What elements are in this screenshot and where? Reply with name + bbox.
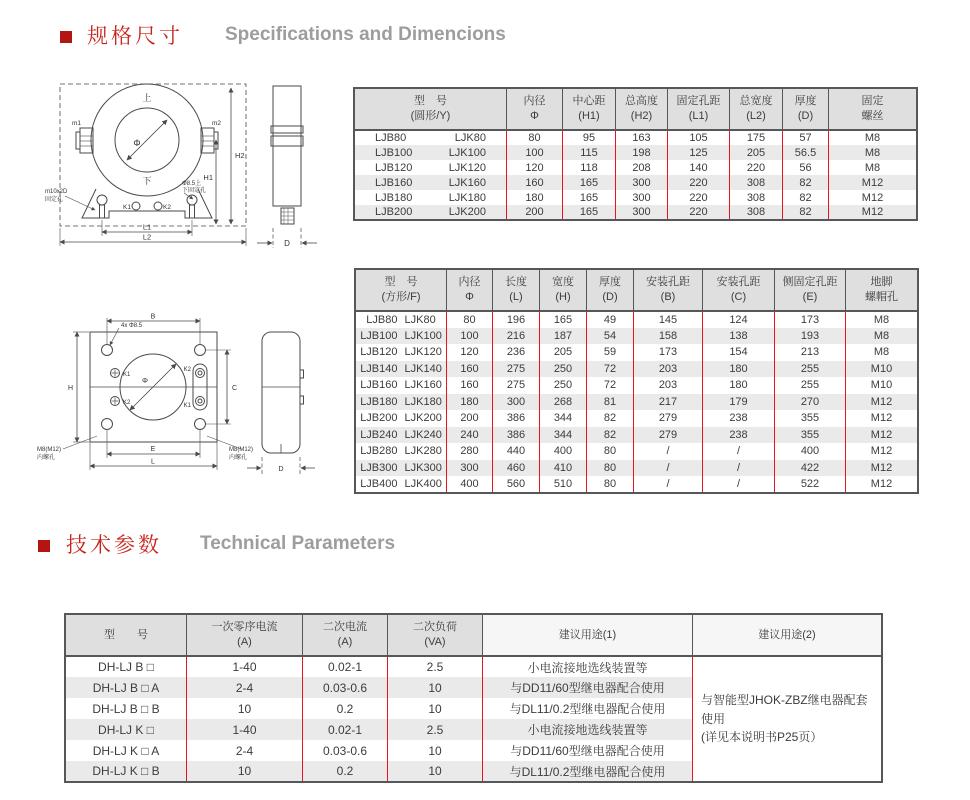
column-header: 安装孔距 (C) [703,269,775,311]
table-cell: DH-LJ B □ [98,660,154,674]
table-cell: 279 [634,427,703,444]
side-view-body [262,332,300,453]
table-cell: 124 [703,311,775,328]
thread-note-left-line2: 内螺孔 [37,455,56,461]
table-cell: 400 [775,443,846,460]
table-cell: 240 [447,427,493,444]
column-header: 地脚 螺帽孔 [846,269,919,311]
label-h: H [67,385,73,392]
label-phi: Φ [133,138,141,148]
table-cell: 56 [783,160,829,175]
table-cell: 400 [447,476,493,493]
label-k1-right: K1 [183,403,191,409]
table-cell: 160 [447,361,493,378]
label-h1: H1 [203,173,213,182]
table-cell: M8 [829,145,918,160]
table-cell: 200 [447,410,493,427]
table-cell: 10 [187,698,303,719]
table-cell: 217 [634,394,703,411]
table-cell: 208 [616,160,668,175]
table-cell: 268 [540,394,587,411]
column-header: 侧固定孔距 (E) [775,269,846,311]
table-cell: 422 [775,460,846,477]
table-cell: LJB200 LJK200 [375,206,486,218]
table-cell: 0.02-1 [303,719,388,740]
note-right-line1: Φ8.5上 [182,181,202,187]
table-cell: M8 [829,160,918,175]
section2-title-en: Technical Parameters [200,533,396,554]
table-cell: M8 [846,328,919,345]
label-l: L [151,458,155,466]
table-cell: LJB300 LJK300 [360,461,442,474]
square-type-spec-table [354,268,919,494]
table-cell: / [703,476,775,493]
table-cell: LJB160 LJK160 [360,379,442,392]
table-cell: 120 [507,160,563,175]
table-cell: 54 [587,328,634,345]
thread-note-left-line1: M8(M12) [37,447,62,453]
table-cell: LJB80 LJK80 [375,132,486,144]
table-cell: 0.2 [303,698,388,719]
label-d: D [278,466,284,473]
table-cell: 1-40 [187,656,303,677]
table-cell: 80 [507,130,563,145]
label-d: D [284,239,290,248]
table-cell: 160 [507,175,563,190]
table-cell: 82 [587,427,634,444]
table-cell: 100 [507,145,563,160]
table-row [355,361,918,378]
table-cell: 344 [540,410,587,427]
table-cell: 与DL11/0.2型继电器配合使用 [483,761,693,782]
table-cell: 270 [775,394,846,411]
column-header: 型 号 (方形/F) [355,269,447,311]
table-cell: 10 [187,761,303,782]
table-cell: 193 [775,328,846,345]
table-cell: 220 [668,205,730,220]
table-row [355,410,918,427]
table-cell: 100 [447,328,493,345]
table-cell: 165 [563,205,616,220]
table-row [354,205,917,220]
table-cell: 165 [563,175,616,190]
table-cell: 440 [493,443,540,460]
column-header: 二次负荷 (VA) [388,614,483,656]
table-cell: 82 [783,205,829,220]
table-cell: LJB100 LJK100 [360,329,442,342]
table-cell: 400 [540,443,587,460]
table-cell: LJB240 LJK240 [360,428,442,441]
label-k2: K2 [123,400,131,406]
table-row [355,328,918,345]
table-row [354,190,917,205]
label-e: E [150,446,156,453]
table-cell: M12 [829,175,918,190]
table-cell: 300 [447,460,493,477]
table-cell: 308 [730,205,783,220]
table-cell: 56.5 [783,145,829,160]
label-h2: H2 [235,151,245,160]
column-header: 厚度 (D) [783,88,829,130]
table-cell: 2.5 [388,656,483,677]
table-cell: 203 [634,377,703,394]
table-cell: 220 [668,175,730,190]
column-header: 型 号 (圆形/Y) [354,88,507,130]
column-header: 厚度 (D) [587,269,634,311]
thread-note-right-line2: 内螺孔 [229,455,248,461]
table-cell: 10 [388,698,483,719]
technical-parameters-table [64,613,883,783]
table-cell: 2.5 [388,719,483,740]
label-l1: L1 [142,222,152,232]
table-row [354,145,917,160]
table-cell: M8 [846,344,919,361]
table-cell: LJB120 LJK120 [375,161,486,174]
table-cell: / [634,443,703,460]
table-cell: 49 [587,311,634,328]
table-cell: 154 [703,344,775,361]
table-row [355,460,918,477]
table-cell: 10 [388,740,483,761]
table-cell: LJB200 LJK200 [360,412,442,425]
table-cell: 163 [616,130,668,145]
table-cell: M12 [846,410,919,427]
round-type-dimension-drawing [35,80,335,252]
table-cell: 173 [634,344,703,361]
section2-bullet-icon [38,540,50,552]
table-cell: 300 [616,175,668,190]
table-row [355,443,918,460]
table-cell: 82 [587,410,634,427]
table-cell: 355 [775,427,846,444]
label-m1: m1 [72,120,82,127]
table-cell: 105 [668,130,730,145]
column-header: 型 号 [65,614,187,656]
column-header: 固定孔距 (L1) [668,88,730,130]
table-row [354,130,917,145]
table-cell: 344 [540,427,587,444]
label-phi: Φ [142,376,148,385]
table-cell: 0.03-0.6 [303,740,388,761]
table-cell: LJB80 LJK80 [366,313,436,326]
table-cell: 213 [775,344,846,361]
table-cell: 160 [447,377,493,394]
table-cell: LJB180 LJK180 [360,395,442,408]
round-type-spec-table [353,87,918,221]
table-cell: 72 [587,361,634,378]
table-cell: LJB180 LJK180 [375,191,486,204]
table-row [65,656,882,677]
table-cell: 10 [388,677,483,698]
table-cell: 2-4 [187,677,303,698]
column-header: 总高度 (H2) [616,88,668,130]
table-cell: 196 [493,311,540,328]
table-cell: 1-40 [187,719,303,740]
column-header: 固定 螺丝 [829,88,918,130]
table-cell: M12 [846,460,919,477]
column-header: 一次零序电流 (A) [187,614,303,656]
table-cell: 80 [587,443,634,460]
column-header: 中心距 (H1) [563,88,616,130]
label-bottom: 下 [142,176,152,186]
table-cell: 140 [668,160,730,175]
section1-title-cn: 规格尺寸 [87,24,183,48]
table-cell: 165 [563,190,616,205]
table-row [355,476,918,493]
column-header: 宽度 (H) [540,269,587,311]
table-cell: 238 [703,410,775,427]
table-cell: DH-LJ K □ A [92,743,160,758]
label-c: C [232,385,238,392]
table-cell: 0.02-1 [303,656,388,677]
table-cell: 80 [587,460,634,477]
table-cell: 460 [493,460,540,477]
table-cell: DH-LJ K □ [98,722,154,737]
column-header: 建议用途(2) [693,614,883,656]
column-header: 内径 Φ [447,269,493,311]
label-k1: K1 [123,372,131,378]
table-cell: 220 [668,190,730,205]
table-row [355,344,918,361]
table-cell: 386 [493,427,540,444]
table-cell: 10 [388,761,483,782]
note-left-line2: 固定孔 [45,197,64,203]
column-header: 内径 Φ [507,88,563,130]
table-cell: 275 [493,377,540,394]
label-k2-right: K2 [183,367,191,373]
k2-hole [154,202,162,210]
table-cell: 80 [447,311,493,328]
table-row [355,394,918,411]
table-cell: LJB140 LJK140 [360,362,442,375]
table-cell: 203 [634,361,703,378]
table-cell: 560 [493,476,540,493]
table-cell: 510 [540,476,587,493]
table-cell: 187 [540,328,587,345]
table-cell: 82 [783,190,829,205]
note-left-line1: m10x2D [45,189,68,195]
table-cell: DH-LJ B □ B [92,701,160,716]
table-cell: M12 [846,476,919,493]
table-cell: M12 [846,427,919,444]
table-cell: 180 [703,361,775,378]
table-cell: 200 [507,205,563,220]
table-cell: 308 [730,190,783,205]
table-cell: 250 [540,377,587,394]
table-cell: DH-LJ K □ B [92,764,160,778]
table-cell: 236 [493,344,540,361]
table-cell: 59 [587,344,634,361]
table-cell: 120 [447,344,493,361]
merged-usage-cell: 与智能型JHOK-ZBZ继电器配套使用 (详见本说明书P25页） [693,656,883,782]
table-cell: M12 [846,443,919,460]
table-cell: M12 [829,205,918,220]
table-cell: M10 [846,377,919,394]
table-cell: 279 [634,410,703,427]
table-cell: 308 [730,175,783,190]
table-cell: 118 [563,160,616,175]
table-cell: 198 [616,145,668,160]
table-row [354,160,917,175]
column-header: 二次电流 (A) [303,614,388,656]
label-l2: L2 [142,232,152,242]
label-k1: K1 [123,204,131,211]
table-cell: 165 [540,311,587,328]
table-cell: LJB100 LJK100 [375,146,486,159]
table-cell: 115 [563,145,616,160]
table-cell: LJB400 LJK400 [360,477,442,490]
table-cell: LJB120 LJK120 [360,346,442,359]
table-cell: 与DD11/60型继电器配合使用 [483,677,693,698]
column-header: 建议用途(1) [483,614,693,656]
table-cell: LJB160 LJK160 [375,176,486,189]
table-cell: 2-4 [187,740,303,761]
section1-bullet-icon [60,31,72,43]
table-cell: M12 [846,394,919,411]
table-cell: 与DD11/60型继电器配合使用 [483,740,693,761]
table-cell: 57 [783,130,829,145]
section2-title-cn: 技术参数 [66,533,162,557]
table-row [355,427,918,444]
square-type-dimension-drawing [35,312,345,502]
column-header: 总宽度 (L2) [730,88,783,130]
table-cell: 138 [703,328,775,345]
table-row [354,175,917,190]
table-cell: 275 [493,361,540,378]
table-cell: 300 [616,205,668,220]
table-cell: 355 [775,410,846,427]
table-cell: 0.03-0.6 [303,677,388,698]
table-cell: 81 [587,394,634,411]
table-row [355,311,918,328]
label-k2: K2 [163,204,171,211]
table-cell: 238 [703,427,775,444]
table-row [355,377,918,394]
note-right-line2: 下固定孔 [182,188,207,194]
table-cell: DH-LJ B □ A [92,680,160,695]
table-cell: 173 [775,311,846,328]
k1-hole [132,202,140,210]
thread-note-right-line1: M8(M12) [229,447,254,453]
table-cell: 216 [493,328,540,345]
table-cell: M8 [829,130,918,145]
table-cell: 80 [587,476,634,493]
table-cell: M8 [846,311,919,328]
label-m2: m2 [211,120,221,127]
table-cell: 158 [634,328,703,345]
table-cell: / [634,460,703,477]
table-cell: 205 [730,145,783,160]
table-cell: 180 [703,377,775,394]
hole-note: 4x Φ8.5 [121,323,143,329]
table-cell: 180 [447,394,493,411]
section1-title-en: Specifications and Dimencions [225,24,506,45]
table-cell: 0.2 [303,761,388,782]
table-cell: 145 [634,311,703,328]
table-cell: 280 [447,443,493,460]
table-cell: 255 [775,377,846,394]
label-top: 上 [142,93,152,103]
column-header: 安装孔距 (B) [634,269,703,311]
table-cell: 220 [730,160,783,175]
column-header: 长度 (L) [493,269,540,311]
table-cell: / [703,443,775,460]
table-cell: LJB280 LJK280 [360,445,442,458]
table-cell: 72 [587,377,634,394]
table-cell: 与DL11/0.2型继电器配合使用 [483,698,693,719]
table-cell: 125 [668,145,730,160]
label-b: B [150,313,156,321]
table-cell: 82 [783,175,829,190]
table-cell: / [703,460,775,477]
table-cell: M12 [829,190,918,205]
table-cell: 180 [507,190,563,205]
table-cell: 300 [493,394,540,411]
table-cell: M10 [846,361,919,378]
table-cell: 175 [730,130,783,145]
table-cell: 300 [616,190,668,205]
table-cell: 255 [775,361,846,378]
table-cell: 小电流接地选线装置等 [483,719,693,740]
table-cell: 386 [493,410,540,427]
table-cell: 522 [775,476,846,493]
table-cell: 小电流接地选线装置等 [483,656,693,677]
table-cell: 250 [540,361,587,378]
table-cell: 179 [703,394,775,411]
table-cell: / [634,476,703,493]
table-cell: 95 [563,130,616,145]
table-cell: 205 [540,344,587,361]
table-cell: 410 [540,460,587,477]
